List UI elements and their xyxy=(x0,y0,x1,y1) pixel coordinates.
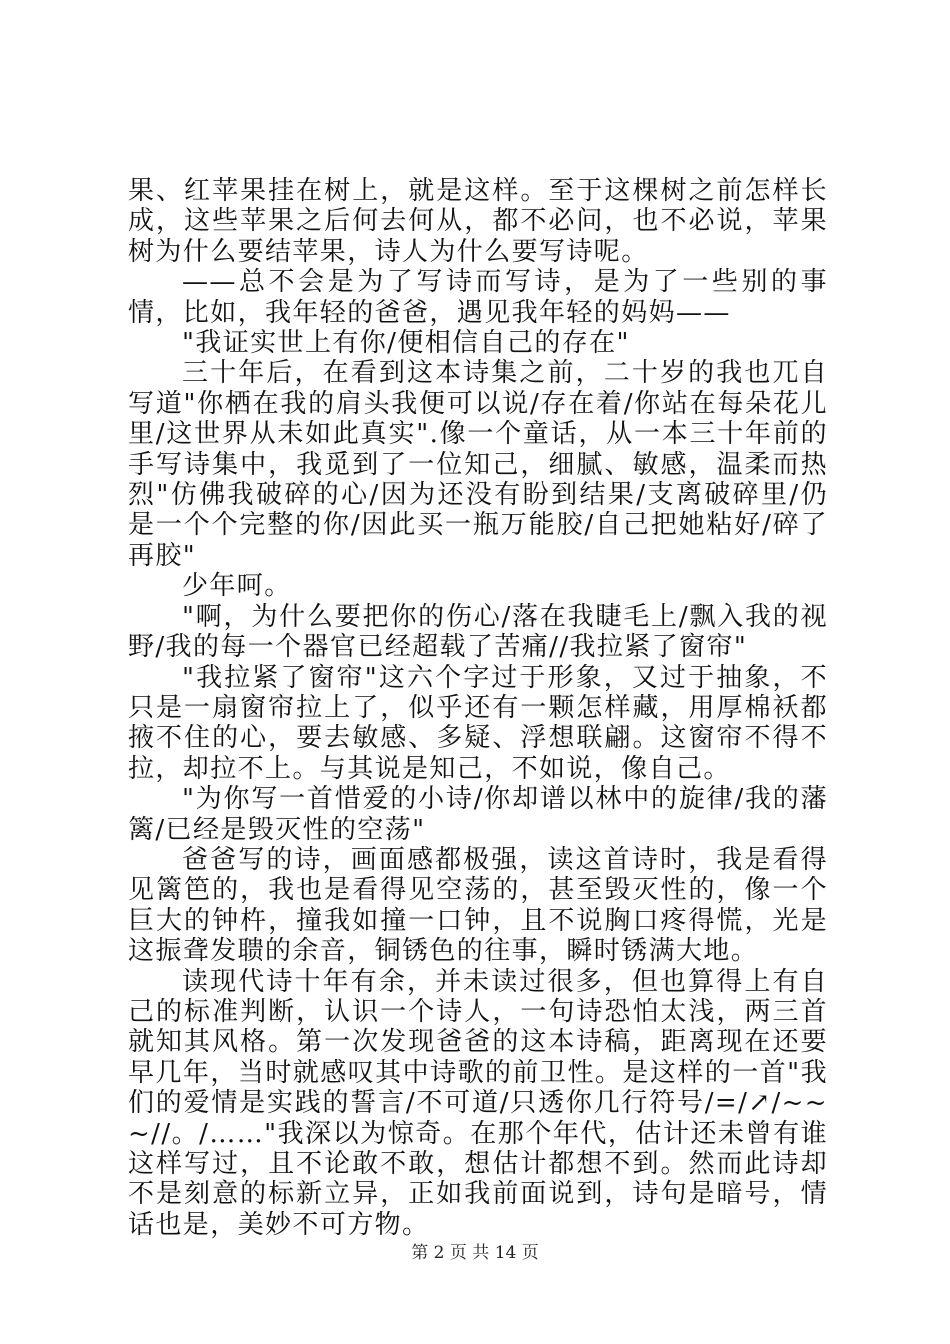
paragraph-3: "我证实世上有你/便相信自己的存在" xyxy=(182,328,630,359)
paragraph-1: 果、红苹果挂在树上，就是这样。至于这棵树之前怎样长成，这些苹果之后何去何从，都不必问，也不必说，苹果树为什么要结苹果，诗人为什么要写诗呢。 xyxy=(128,176,828,267)
paragraph-9: 爸爸写的诗，画面感都极强，读这首诗时，我是看得见篱笆的，我也是看得见空荡的，甚至毁灭性的，像一个巨大的钟杵，撞我如撞一口钟，且不说胸口疼得慌，光是这振聋发聩的余音，铜锈色的往事，瞬时锈满大地。 xyxy=(128,844,828,967)
paragraph-8: "为你写一首惜爱的小诗/你却谱以林中的旋律/我的藩篱/已经是毁灭性的空荡" xyxy=(128,784,828,845)
paragraph-4: 三十年后，在看到这本诗集之前，二十岁的我也兀自写道"你栖在我的肩头我便可以说/存在着/你站在每朵花儿里/这世界从未如此真实".像一个童话，从一本三十年前的手写诗集中，我觅到了一位知己，细腻、敏感，温柔而热烈"仿佛我破碎的心/因为还没有盼到结果/支离破碎里/仍是一个个完整的你/因此买一瓶万能胶/自己把她粘好/碎了再胶" xyxy=(128,358,828,571)
paragraph-7: "我拉紧了窗帘"这六个字过于形象，又过于抽象，不只是一扇窗帘拉上了，似乎还有一颗怎样藏，用厚棉袄都掖不住的心，要去敏感、多疑、浮想联翩。这窗帘不得不拉，却拉不上。与其说是知己，不如说，像自己。 xyxy=(128,662,828,784)
paragraph-2: ——总不会是为了写诗而写诗，是为了一些别的事情，比如，我年轻的爸爸，遇见我年轻的妈妈—— xyxy=(128,267,828,328)
page-number-footer: 第 2 页 共 14 页 xyxy=(411,1243,539,1263)
paragraph-5: 少年呵。 xyxy=(182,571,292,602)
paragraph-10: 读现代诗十年有余，并未读过很多，但也算得上有自己的标准判断，认识一个诗人，一句诗恐怕太浅，两三首就知其风格。第一次发现爸爸的这本诗稿，距离现在还要早几年，当时就感叹其中诗歌的前卫性。是这样的一首"我们的爱情是实践的誓言/不可道/只透你几行符号/=/↗/~~~//。/……"我深以为惊奇。在那个年代，估计还未曾有谁这样写过，且不论敢不敢，想估计都想不到。然而此诗却不是刻意的标新立异，正如我前面说到，诗句是暗号，情话也是，美妙不可方物。 xyxy=(128,966,828,1240)
document-body xyxy=(128,176,828,1240)
paragraph-6: "啊，为什么要把你的伤心/落在我睫毛上/飘入我的视野/我的每一个器官已经超载了苦痛//我拉紧了窗帘" xyxy=(128,601,828,663)
